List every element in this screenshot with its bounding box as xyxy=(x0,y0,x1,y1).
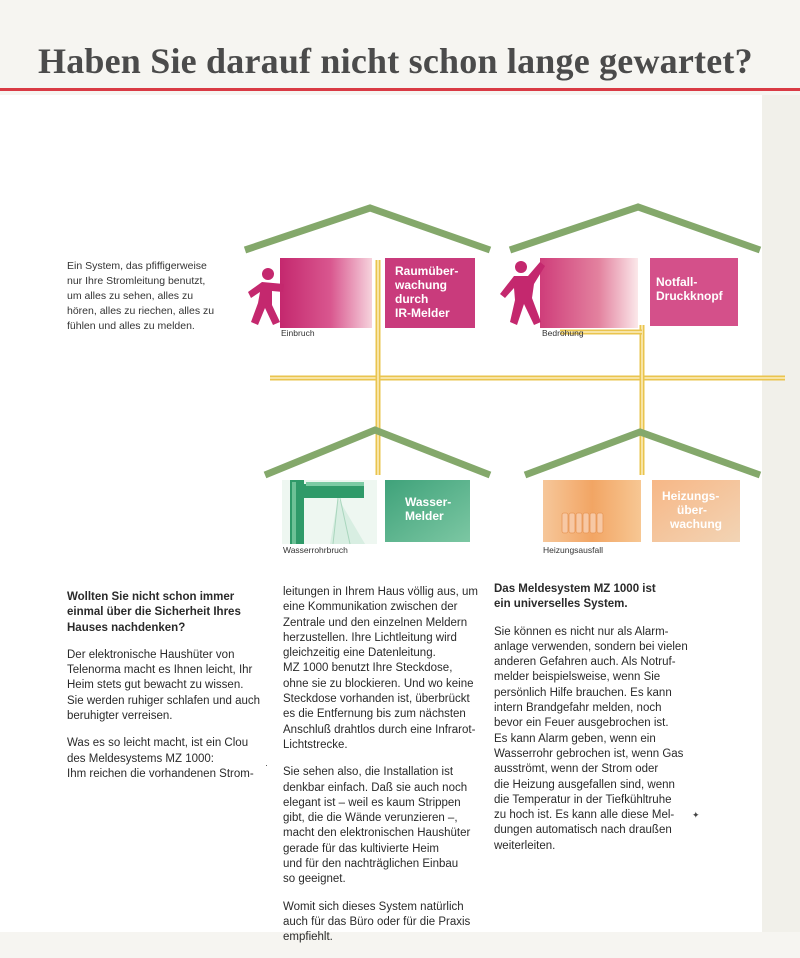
page-title: Haben Sie darauf nicht schon lange gewartet? xyxy=(38,41,753,81)
house-caption: Einbruch xyxy=(281,328,315,338)
house-caption: Heizungsausfall xyxy=(543,545,604,555)
house-threat xyxy=(500,207,760,338)
room-gradient xyxy=(280,258,372,328)
label-line: wachung xyxy=(395,278,448,292)
text-column-1 xyxy=(67,590,272,794)
intro-text: Ein System, das pfiffigerweise nur Ihre Stromleitung benutzt, um alles zu sehen, alles zu hören, alles zu riechen, alles zu fühlen und alles zu melden. xyxy=(67,260,215,332)
label-line: über- xyxy=(677,503,707,517)
roof xyxy=(510,207,760,250)
burglar-icon xyxy=(248,268,284,325)
label-line: Wasser- xyxy=(405,495,452,509)
text-column-2 xyxy=(283,585,483,958)
title-rule xyxy=(0,88,800,91)
label-line: Heizungs- xyxy=(662,489,720,503)
label-line: Melder xyxy=(405,509,444,523)
paragraph: Sie können es nicht nur als Alarm- anlage verwenden, sondern bei vielen anderen Gefahren auch. Als Notruf- melder beispielsweise, wenn Sie persönlich Hilfe brauchen. Es kann intern Brandgefahr melden, noch bevor ein Feuer ausgebrochen ist. Es kann Alarm geben, wenn ein Wasserrohr gebrochen ist, wenn Gas ausströmt, wenn der Strom oder die Heizung ausgefallen sind, wenn die Temperatur in der Tiefkühltruhe zu hoch ist. Es kann alle diese Mel- dungen automatisch nach draußen weiterleiten. xyxy=(494,625,688,852)
paragraph: Womit sich dieses System natürlich auch für das Büro oder für die Praxis empfiehlt. xyxy=(283,900,471,944)
column-heading: Wollten Sie nicht schon immer einmal über die Sicherheit Ihres Hauses nachdenken? xyxy=(67,591,241,634)
print-speck: · xyxy=(265,760,268,770)
label-line: IR-Melder xyxy=(395,306,450,320)
room-gradient xyxy=(540,258,638,328)
label-line: Druckknopf xyxy=(656,289,723,303)
house-caption: Wasserrohrbruch xyxy=(283,545,348,555)
paragraph: Was es so leicht macht, ist ein Clou des Meldesystems MZ 1000: Ihm reichen die vorhandenen Strom- xyxy=(67,737,254,780)
paragraph: Sie sehen also, die Installation ist denkbar einfach. Daß sie auch noch elegant ist – weil es kaum Strippen gibt, die die Wände verunzieren –, macht den elektronischen Haushüter gerade für das kultivierte Heim und für den nachträglichen Einbau so geeignet. xyxy=(283,766,471,886)
label-line: Notfall- xyxy=(656,275,698,289)
house-burglary xyxy=(245,208,490,338)
print-speck: ✦ xyxy=(692,810,700,820)
label-line: wachung xyxy=(670,517,723,531)
house-network-diagram xyxy=(0,195,800,575)
column-heading: Das Meldesystem MZ 1000 ist ein universelles System. xyxy=(494,583,656,611)
label-line: durch xyxy=(395,292,429,306)
roof xyxy=(245,208,490,250)
label-line: Raumüber- xyxy=(395,264,459,278)
text-column-3 xyxy=(494,582,709,866)
paragraph: leitungen in Ihrem Haus völlig aus, um eine Kommunikation zwischen der Zentrale und den einzelnen Meldern herzustellen. Ihre Lichtleitung wird gleichzeitig eine Datenleitung. MZ 1000 benutzt Ihre Steckdose, ohne sie zu blockieren. Und wo keine Steckdose vorhanden ist, überbrückt es die Entfernung bis zum nächsten Anschluß drahtlos durch eine Infrarot- Lichtstrecke. xyxy=(283,586,478,751)
threatened-person-icon xyxy=(500,261,545,325)
house-caption: Bedrohung xyxy=(542,328,584,338)
paragraph: Der elektronische Haushüter von Telenorma macht es Ihnen leicht, Ihr Heim stets gut bewacht zu wissen. Sie werden ruhiger schlafen und auch beruhigter verreisen. xyxy=(67,648,261,723)
